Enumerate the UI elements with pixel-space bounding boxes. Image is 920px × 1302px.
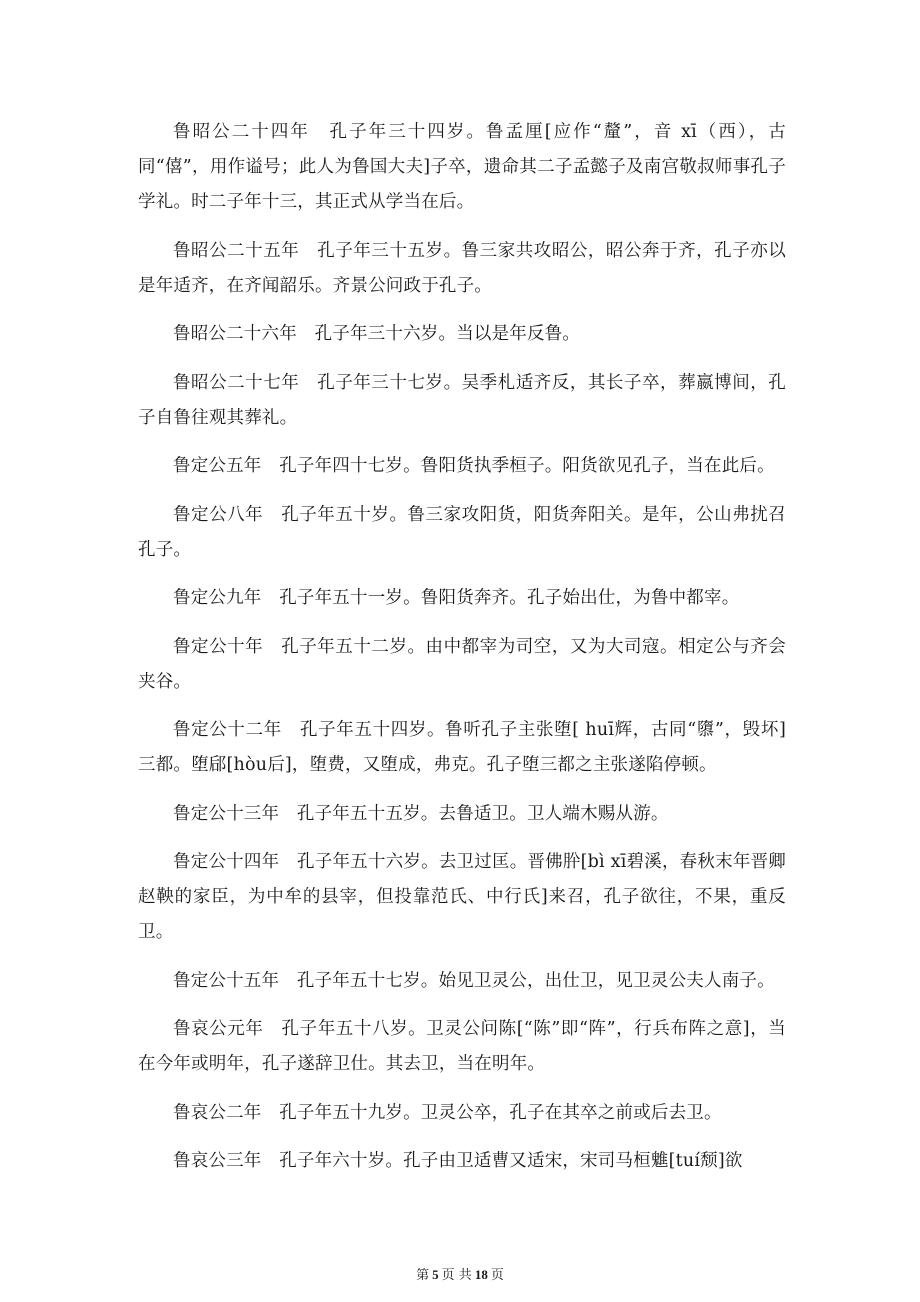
paragraph: 鲁定公十三年 孔子年五十五岁。去鲁适卫。卫人端木赐从游。: [173, 803, 669, 824]
footer-suffix: 页: [490, 1268, 504, 1283]
footer-prefix: 第: [416, 1268, 430, 1283]
paragraph: 鲁昭公二十五年 孔子年三十五岁。鲁三家共攻昭公，昭公奔于齐，孔子亦以是年适齐，在齐闻韶乐。齐景公问政于孔子。: [138, 240, 786, 296]
page-footer: [0, 1266, 920, 1285]
paragraph: 鲁定公十五年 孔子年五十七岁。始见卫灵公，出仕卫，见卫灵公夫人南子。: [173, 970, 775, 991]
paragraph: 鲁定公十四年 孔子年五十六岁。去卫过匡。晋佛肸[bì xī碧溪，春秋末年晋卿赵鞅的家臣，为中牟的县宰，但投靠范氏、中行氏]来召，孔子欲往，不果，重反卫。: [138, 852, 786, 942]
paragraph: 鲁昭公二十六年 孔子年三十六岁。当以是年反鲁。: [173, 324, 581, 344]
paragraph: 鲁定公十二年 孔子年五十四岁。鲁听孔子主张堕[ huī辉，古同“隳”，毁坏]三都。堕郈[hòu后]，堕费，又堕成，弗克。孔子堕三都之主张遂陷停顿。: [138, 720, 786, 775]
paragraph: 鲁昭公二十七年 孔子年三十七岁。吴季札适齐反，其长子卒，葬嬴博间，孔子自鲁往观其葬礼。: [138, 372, 786, 428]
paragraph: 鲁定公九年 孔子年五十一岁。鲁阳货奔齐。孔子始出仕，为鲁中都宰。: [173, 588, 740, 608]
paragraph: 鲁定公五年 孔子年四十七岁。鲁阳货执季桓子。阳货欲见孔子，当在此后。: [173, 456, 775, 476]
page-body: [138, 115, 786, 1193]
paragraph: 鲁定公八年 孔子年五十岁。鲁三家攻阳货，阳货奔阳关。是年，公山弗扰召孔子。: [138, 504, 786, 560]
paragraph: 鲁昭公二十四年 孔子年三十四岁。鲁孟厘[应作“釐”，音 xī（西），古同“僖”，用作谥号；此人为鲁国大夫]子卒，遗命其二子孟懿子及南宫敬叔师事孔子学礼。时二子年十三，其正式从学当在后。: [138, 122, 786, 212]
total-pages: 18: [474, 1267, 488, 1282]
paragraph: 鲁哀公二年 孔子年五十九岁。卫灵公卒，孔子在其卒之前或后去卫。: [173, 1102, 722, 1123]
paragraph: 鲁哀公元年 孔子年五十八岁。卫灵公问陈[“陈”即“阵”，行兵布阵之意]，当在今年或明年，孔子遂辞卫仕。其去卫，当在明年。: [138, 1019, 786, 1074]
paragraph: 鲁定公十年 孔子年五十二岁。由中都宰为司空，又为大司寇。相定公与齐会夹谷。: [138, 636, 786, 692]
footer-middle: 页 共: [441, 1268, 472, 1283]
paragraph: 鲁哀公三年 孔子年六十岁。孔子由卫适曹又适宋，宋司马桓魋[tuí颓]欲: [173, 1151, 743, 1171]
page-number: 5: [432, 1267, 439, 1282]
